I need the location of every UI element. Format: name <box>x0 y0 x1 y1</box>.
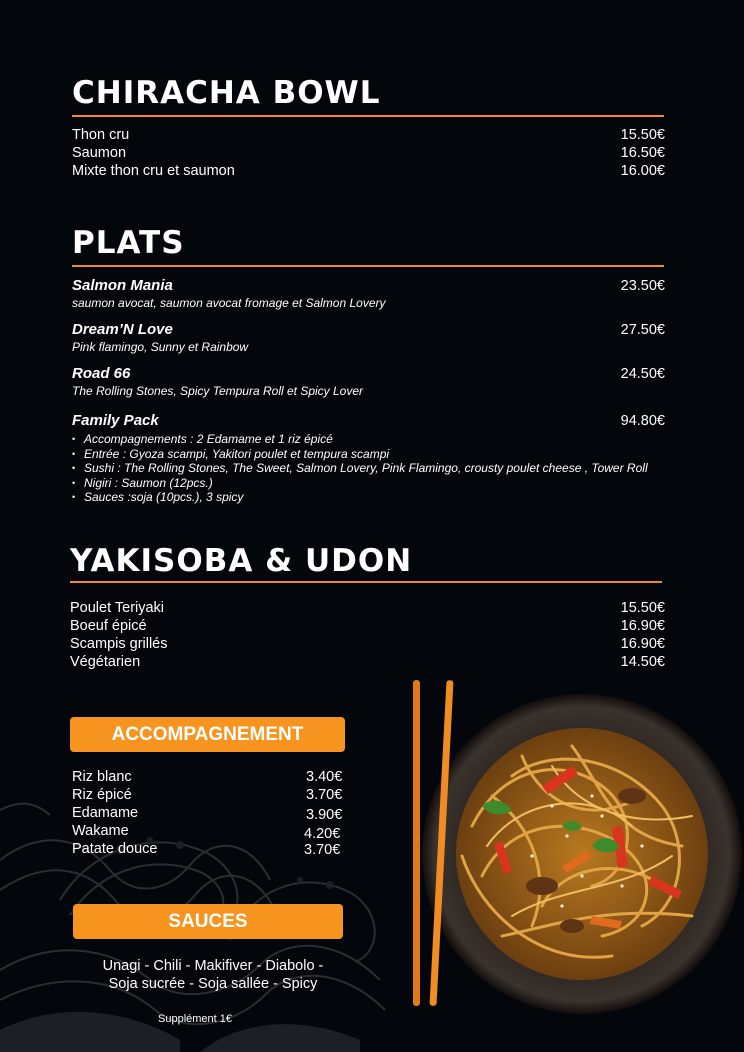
item-price: 16.90€ <box>620 618 665 634</box>
plat-price: 24.50€ <box>620 366 665 382</box>
yakisoba-section-title: YAKISOBA & UDON <box>70 543 413 579</box>
item-price: 16.90€ <box>620 636 665 652</box>
item-name: Wakame <box>72 823 129 839</box>
list-item: • Sushi : The Rolling Stones, The Sweet, Salmon Lovery, Pink Flamingo, crousty poulet cheese , Tower Roll <box>72 461 682 476</box>
accompagnement-header: ACCOMPAGNEMENT <box>70 717 345 752</box>
plat-description: saumon avocat, saumon avocat fromage et Salmon Lovery <box>72 296 386 310</box>
item-name: Patate douce <box>72 841 158 857</box>
wave-decoration-icon <box>0 740 420 1052</box>
plat-description: The Rolling Stones, Spicy Tempura Roll et Spicy Lover <box>72 384 364 398</box>
plats-section-title: PLATS <box>72 225 185 261</box>
item-price: 15.50€ <box>620 600 665 616</box>
item-name: Boeuf épicé <box>70 618 147 634</box>
plat-item <box>72 321 665 355</box>
plat-name: Road 66 <box>72 365 131 382</box>
list-item: • Nigiri : Saumon (12pcs.) <box>72 476 682 491</box>
item-price: 16.00€ <box>620 163 665 179</box>
item-name: Scampis grillés <box>70 636 168 652</box>
plat-item <box>72 277 665 311</box>
item-price: 3.70€ <box>306 787 343 803</box>
plat-item <box>72 365 665 399</box>
family-pack-item <box>72 412 665 430</box>
item-price: 3.40€ <box>306 769 343 785</box>
plat-name: Salmon Mania <box>72 277 173 294</box>
plats-divider <box>72 265 664 267</box>
item-name: Végétarien <box>70 654 141 670</box>
family-pack-contents <box>72 432 682 505</box>
sauces-list-line: Soja sucrée - Soja sallée - Spicy <box>108 976 318 992</box>
sauces-header: SAUCES <box>73 904 343 939</box>
item-price: 4.20€ <box>304 826 341 842</box>
list-item: • Sauces :soja (10pcs.), 3 spicy <box>72 490 682 505</box>
plat-name: Family Pack <box>72 412 159 429</box>
yakisoba-divider <box>70 581 662 583</box>
chiracha-divider <box>72 115 664 117</box>
list-item: • Entrée : Gyoza scampi, Yakitori poulet et tempura scampi <box>72 447 682 462</box>
item-price: 3.70€ <box>304 842 341 858</box>
sauces-list-line: Unagi - Chili - Makifiver - Diabolo - <box>102 958 324 974</box>
item-name: Saumon <box>72 145 127 161</box>
plat-price: 27.50€ <box>620 322 665 338</box>
item-name: Edamame <box>72 805 139 821</box>
item-name: Mixte thon cru et saumon <box>72 163 235 179</box>
supplement-note: Supplément 1€ <box>158 1013 232 1025</box>
item-price: 14.50€ <box>620 654 665 670</box>
plat-price: 23.50€ <box>620 278 665 294</box>
item-price: 15.50€ <box>620 127 665 143</box>
item-name: Riz blanc <box>72 769 132 785</box>
plat-price: 94.80€ <box>620 413 665 429</box>
list-item: • Accompagnements : 2 Edamame et 1 riz épicé <box>72 432 682 447</box>
item-price: 3.90€ <box>306 807 343 823</box>
chiracha-section-title: CHIRACHA BOWL <box>72 75 381 111</box>
item-name: Riz épicé <box>72 787 132 803</box>
item-price: 16.50€ <box>620 145 665 161</box>
noodle-bowl-icon <box>392 676 744 1016</box>
plat-description: Pink flamingo, Sunny et Rainbow <box>72 340 249 354</box>
item-name: Thon cru <box>72 127 130 143</box>
plat-name: Dream’N Love <box>72 321 173 338</box>
item-name: Poulet Teriyaki <box>70 600 165 616</box>
